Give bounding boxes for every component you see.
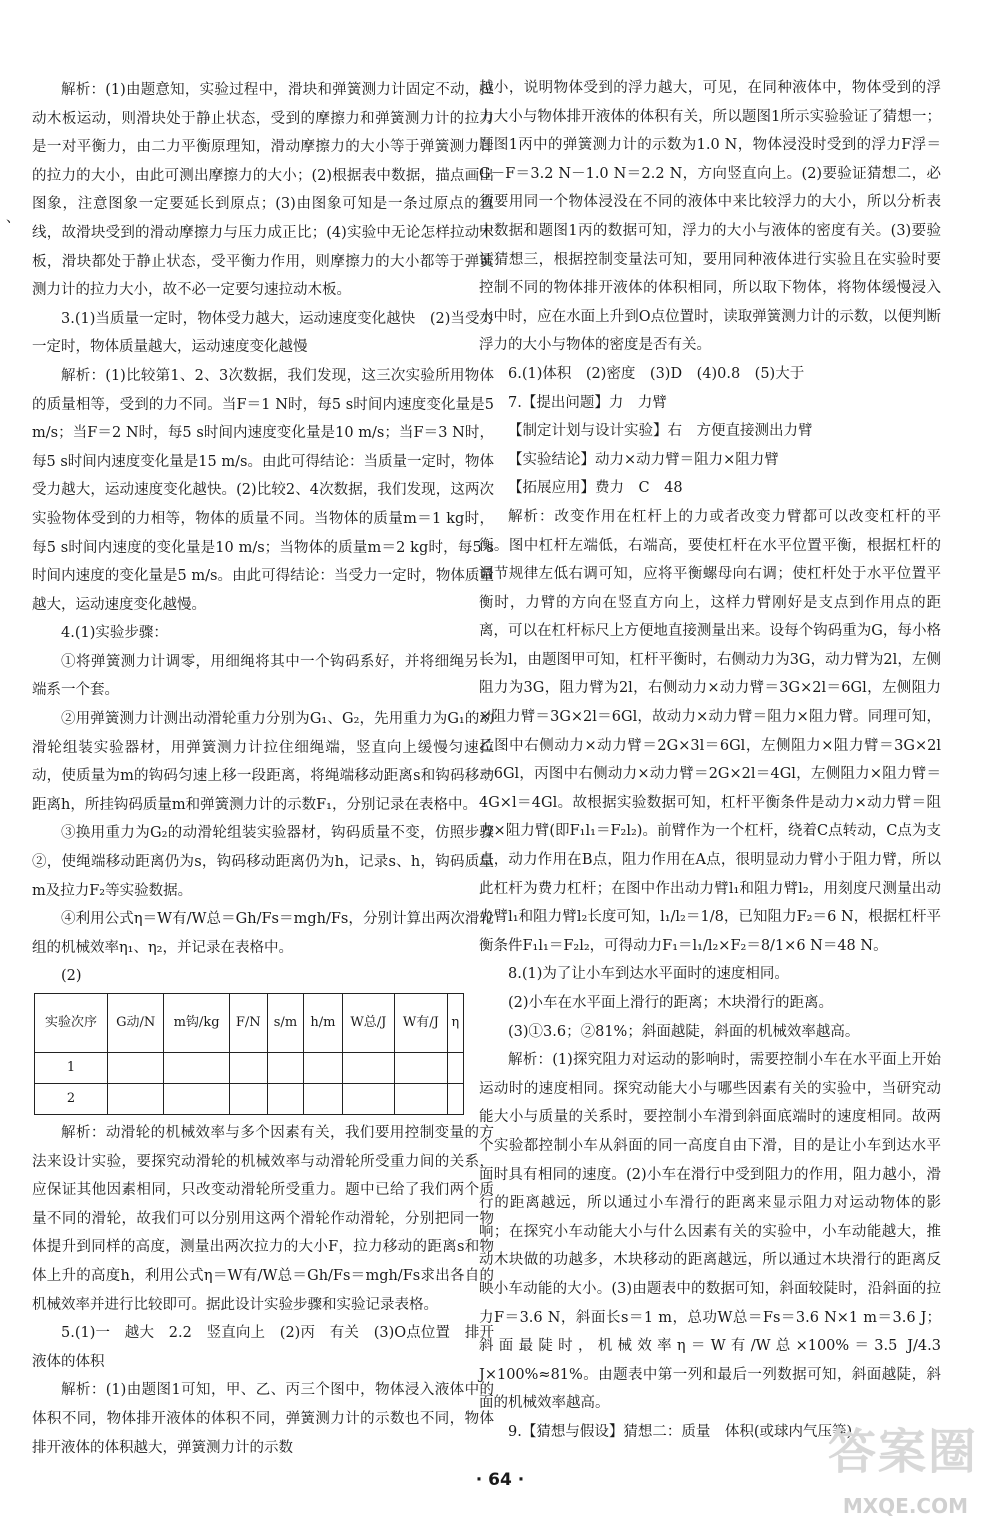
answer-6: 6.(1)体积 (2)密度 (3)D (4)0.8 (5)大于 [508, 365, 805, 382]
table-row [35, 1053, 464, 1084]
answer-analysis-2: 解析：(1)由题意知，实验过程中，滑块和弹簧测力计固定不动，拉动木板运动，则滑块处于静止状态，受到的摩擦力和弹簧测力计的拉力是一对平衡力，由二力平衡原理知，滑动摩擦力的大小等于弹簧测力计的拉力的大小，由此可测出摩擦力的大小；(2)根据表中数据，描点画出图象，注意图象一定要延长到原点；(3)由图象可知是一条过原点的直线，故滑块受到的滑动摩擦力与压力成正比；(4)实验中无论怎样拉动木板，滑块都处于静止状态，受平衡力作用，则摩擦力的大小都等于弹簧测力计的拉力大小，故不必一定要匀速拉动木板。 [32, 82, 494, 299]
answer-7-conclusion: 【实验结论】动力×动力臂＝阻力×阻力臂 [508, 451, 779, 468]
table-header: G动/N [107, 994, 164, 1053]
margin-mark: 、 [6, 210, 20, 226]
right-column [479, 74, 941, 1447]
watermark-url: MXQE.COM [842, 1494, 968, 1518]
answer-5: 5.(1)一 越大 2.2 竖直向上 (2)丙 有关 (3)O点位置 排开液体的体积 [32, 1325, 494, 1370]
table-header: h/m [304, 994, 343, 1053]
answer-7-extension: 【拓展应用】费力 C 48 [508, 480, 683, 497]
answer-3: 3.(1)当质量一定时，物体受力越大，运动速度变化越快 (2)当受力一定时，物体质量越大，运动速度变化越慢 [32, 310, 494, 356]
page-number: · 64 · [475, 1470, 525, 1490]
record-table [34, 993, 464, 1115]
answer-analysis-8: 解析：(1)探究阻力对运动的影响时，需要控制小车在水平面上开始运动时的速度相同。探究动能大小与哪些因素有关的实验中，当研究动能大小与质量的关系时，要控制小车滑到斜面底端时的速度相同。故两个实验都控制小车从斜面的同一高度自由下滑，目的是让小车到达水平面时具有相同的速度。(2)小车在滑行中受到阻力的作用，阻力越小，滑行的距离越远，所以通过小车滑行的距离来显示阻力对运动物体的影响；在探究小车动能大小与什么因素有关的实验中，小车动能越大，推动木块做的功越多，木块移动的距离越远，所以通过木块滑行的距离反映小车动能的大小。(3)由题表中的数据可知，斜面较陡时，沿斜面的拉力F＝3.6 N，斜面长s＝1 m，总功W总＝Fs＝3.6 N×1 m＝3.6 J；斜面最陡时，机械效率η＝W有/W总×100%＝3.5 J/4.3 J×100%≈81%。由题表中第一列和最后一列数据可知，斜面越陡，斜面的机械效率越高。 [479, 1052, 941, 1412]
answer-4-part-2: (2) [61, 968, 82, 985]
table-header: s/m [267, 994, 303, 1053]
answer-analysis-4: 解析：动滑轮的机械效率与多个因素有关，我们要用控制变量的方法来设计实验，要探究动滑轮的机械效率与动滑轮所受重力间的关系，应保证其他因素相同，只改变动滑轮所受重力。题中已给了我们两个质量不同的滑轮，故我们可以分别用这两个滑轮作动滑轮，分别把同一物体提升到同样的高度，测量出两次拉力的大小F，拉力移动的距离s和物体上升的高度h，利用公式η＝W有/W总＝Gh/Fs＝mgh/Fs求出各自的机械效率并进行比较即可。据此设计实验步骤和实验记录表格。 [32, 1125, 494, 1313]
answer-4-step-1: ①将弹簧测力计调零，用细绳将其中一个钩码系好，并将细绳另一端系一个套。 [32, 653, 494, 699]
answer-analysis-5-start: 解析：(1)由题图1可知，甲、乙、丙三个图中，物体浸入液体中的体积不同，物体排开液体的体积不同，弹簧测力计的示数也不同，物体排开液体的体积越大，弹簧测力计的示数 [32, 1382, 494, 1456]
answer-8-part-3: (3)①3.6；②81%；斜面越陡，斜面的机械效率越高。 [508, 1023, 860, 1040]
table-header: W有/J [395, 994, 447, 1053]
table-header-row [35, 994, 464, 1053]
table-header: 实验次序 [35, 994, 108, 1053]
watermark [776, 1424, 986, 1518]
table-cell: 2 [35, 1084, 108, 1115]
left-column [32, 76, 494, 1462]
answer-9: 9.【猜想与假设】猜想二：质量 体积(或球内气压等) [508, 1423, 853, 1440]
answer-7-question: 7.【提出问题】力 力臂 [508, 394, 667, 411]
table-cell: 1 [35, 1053, 108, 1084]
table-header: W总/J [342, 994, 394, 1053]
answer-8-part-1: 8.(1)为了让小车到达水平面时的速度相同。 [508, 966, 789, 983]
answer-7-plan: 【制定计划与设计实验】右 方便直接测出力臂 [508, 423, 813, 440]
answer-4-step-3: ③换用重力为G₂的动滑轮组装实验器材，钩码质量不变，仿照步骤②，使绳端移动距离仍为s，钩码移动距离仍为h，记录s、h，钩码质量m及拉力F₂等实验数据。 [32, 825, 494, 899]
answer-4-heading: 4.(1)实验步骤： [61, 625, 168, 642]
answer-analysis-7: 解析：改变作用在杠杆上的力或者改变力臂都可以改变杠杆的平衡。图中杠杆左端低，右端高，要使杠杆在水平位置平衡，根据杠杆的调节规律左低右调可知，应将平衡螺母向右调；使杠杆处于水平位置平衡时，力臂的方向在竖直方向上，这样力臂刚好是支点到作用点的距离，可以在杠杆标尺上方便地直接测量出来。设每个钩码重为G，每小格长为l，由题图甲可知，杠杆平衡时，右侧动力为3G，动力臂为2l，左侧阻力为3G，阻力臂为2l，右侧动力×动力臂＝3G×2l＝6Gl，左侧阻力×阻力臂＝3G×2l＝6Gl，故动力×动力臂＝阻力×阻力臂。同理可知，乙图中右侧动力×动力臂＝2G×3l＝6Gl，左侧阻力×阻力臂＝3G×2l＝6Gl，丙图中右侧动力×动力臂＝2G×2l＝4Gl，左侧阻力×阻力臂＝4G×l＝4Gl。故根据实验数据可知，杠杆平衡条件是动力×动力臂＝阻力×阻力臂(即F₁l₁＝F₂l₂)。前臂作为一个杠杆，绕着C点转动，C点为支点，动力作用在B点，阻力作用在A点，很明显动力臂小于阻力臂，所以此杠杆为费力杠杆；在图中作出动力臂l₁和阻力臂l₂，用刻度尺测量出动力臂l₁和阻力臂l₂长度可知，l₁/l₂＝1/8，已知阻力F₂＝6 N，根据杠杆平衡条件F₁l₁＝F₂l₂，可得动力F₁＝l₁/l₂×F₂＝8/1×6 N＝48 N。 [479, 508, 941, 954]
table-header: m钩/kg [164, 994, 229, 1053]
answer-analysis-5-cont: 越小，说明物体受到的浮力越大，可见，在同种液体中，物体受到的浮力大小与物体排开液体的体积有关，所以题图1所示实验验证了猜想一；题图1丙中的弹簧测力计的示数为1.0 N，物体浸没时受到的浮力F浮＝G－F＝3.2 N－1.0 N＝2.2 N，方向竖直向上。(2)要验证猜想二，必须要用同一个物体浸没在不同的液体中来比较浮力的大小，所以分析表中数据和题图1丙的数据可知，浮力的大小与液体的密度有关。(3)要验证猜想三，根据控制变量法可知，要用同种液体进行实验且在实验时要控制不同的物体排开液体的体积相同，所以取下物体，将物体缓慢浸入水中时，应在水面上升到O点位置时，读取弹簧测力计的示数，以便判断浮力的大小与物体的密度是否有关。 [479, 80, 941, 354]
answer-4-step-4: ④利用公式η＝W有/W总＝Gh/Fs＝mgh/Fs，分别计算出两次滑轮组的机械效率η₁、η₂，并记录在表格中。 [32, 911, 494, 956]
answer-4-step-2: ②用弹簧测力计测出动滑轮重力分别为G₁、G₂，先用重力为G₁的动滑轮组装实验器材，用弹簧测力计拉住细绳端，竖直向上缓慢匀速拉动，使质量为m的钩码匀速上移一段距离，将绳端移动距离s和钩码移动距离h，所挂钩码质量m和弹簧测力计的示数F₁，分别记录在表格中。 [32, 711, 494, 813]
answer-8-part-2: (2)小车在水平面上滑行的距离；木块滑行的距离。 [508, 995, 834, 1011]
answer-analysis-3: 解析：(1)比较第1、2、3次数据，我们发现，这三次实验所用物体的质量相等，受到的力不同。当F＝1 N时，每5 s时间内速度变化量是5 m/s；当F＝2 N时，每5 s时间内速度变化量是10 m/s；当F＝3 N时，每5 s时间内速度变化量是15 m/s。由此可得结论：当质量一定时，物体受力越大，运动速度变化越快。(2)比较2、4次数据，我们发现，这两次实验物体受到的力相等，物体的质量不同。当物体的质量m＝1 kg时，每5 s时间内速度的变化量是10 m/s；当物体的质量m＝2 kg时，每5 s时间内速度的变化量是5 m/s。由此可得结论：当受力一定时，物体质量越大，运动速度变化越慢。 [32, 367, 494, 613]
table-header: F/N [229, 994, 267, 1053]
table-row [35, 1084, 464, 1115]
table-header: η [447, 994, 463, 1053]
watermark-title: 答案圈 [827, 1424, 978, 1480]
